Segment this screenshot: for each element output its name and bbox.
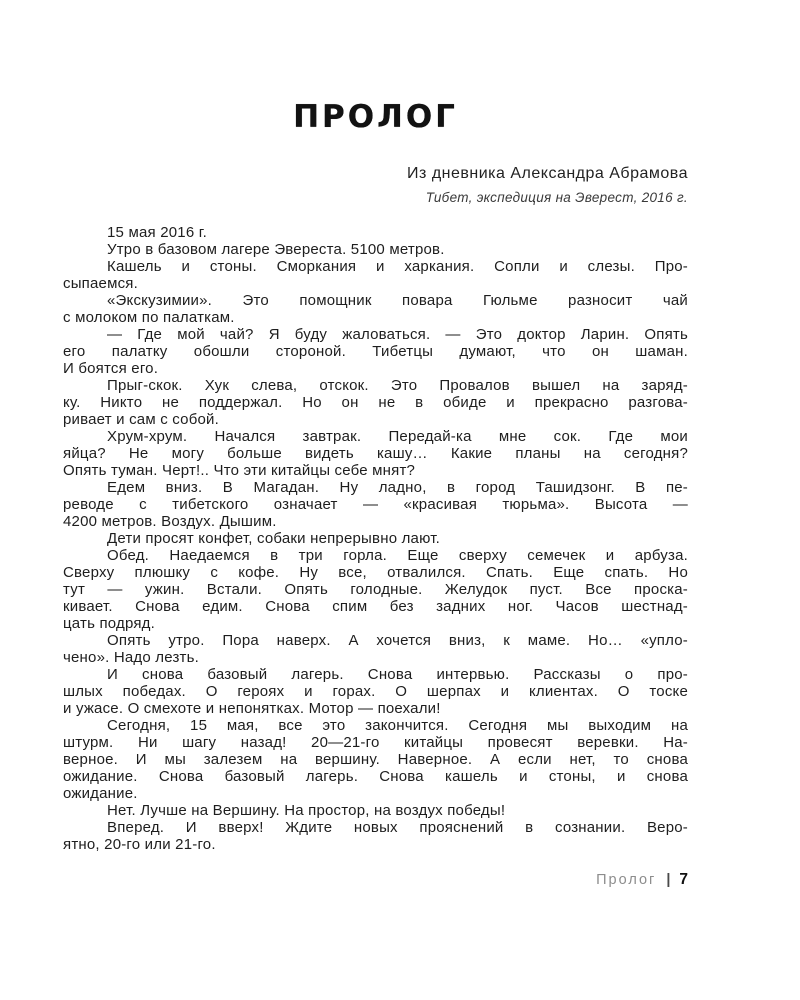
text-line: ку. Никто не поддержал. Но он не в обиде и прекрасно разгова- (63, 394, 688, 411)
paragraph (63, 326, 688, 377)
text-line: с молоком по палаткам. (63, 309, 235, 326)
paragraph (63, 802, 688, 819)
text-line: Обед. Наедаемся в три горла. Еще сверху семечек и арбуза. (107, 547, 688, 564)
footer-page-number: 7 (679, 871, 688, 888)
text-line: Вперед. И вверх! Ждите новых прояснений в сознании. Веро- (107, 819, 688, 836)
text-line: ятно, 20-го или 21-го. (63, 836, 216, 853)
paragraph (63, 530, 688, 547)
paragraph (63, 377, 688, 428)
paragraph (63, 632, 688, 666)
chapter-title: ПРОЛОГ (293, 99, 458, 135)
text-line: ривает и сам с собой. (63, 411, 219, 428)
text-line: И снова базовый лагерь. Снова интервью. Рассказы о про- (107, 666, 688, 683)
paragraph (63, 241, 688, 258)
paragraph (63, 258, 688, 292)
text-line: Сверху плюшку с кофе. Ну все, отвалился. Спать. Еще спать. Но (63, 564, 688, 581)
paragraph (63, 666, 688, 717)
text-line: 15 мая 2016 г. (107, 224, 207, 241)
paragraph (63, 717, 688, 802)
diary-byline: Из дневника Александра Абрамова (407, 165, 688, 182)
paragraph (63, 224, 688, 241)
text-line: шлых победах. О героях и горах. О шерпах и клиентах. О тоске (63, 683, 688, 700)
text-line: ожидание. Снова базовый лагерь. Снова кашель и стоны, и снова (63, 768, 688, 785)
page-footer (63, 871, 688, 889)
paragraph (63, 819, 688, 853)
text-line: тут — ужин. Встали. Опять голодные. Желудок пуст. Все проска- (63, 581, 688, 598)
text-line: Прыг-скок. Хук слева, отскок. Это Провалов вышел на заряд- (107, 377, 688, 394)
text-line: Нет. Лучше на Вершину. На простор, на воздух победы! (107, 802, 506, 819)
text-line: ожидание. (63, 785, 138, 802)
paragraph (63, 428, 688, 479)
text-line: его палатку обошли стороной. Тибетцы думают, что он шаман. (63, 343, 688, 360)
text-line: верное. И мы залезем на вершину. Наверное. А если нет, то снова (63, 751, 688, 768)
text-line: — Где мой чай? Я буду жаловаться. — Это доктор Ларин. Опять (107, 326, 688, 343)
diary-byline-detail: Тибет, экспедиция на Эверест, 2016 г. (425, 190, 688, 205)
text-line: сыпаемся. (63, 275, 138, 292)
text-line: кивает. Снова едим. Снова спим без задних ног. Часов шестнад- (63, 598, 688, 615)
text-line: Дети просят конфет, собаки непрерывно лают. (107, 530, 440, 547)
body-text (63, 224, 688, 853)
text-line: и ужасе. О смехоте и непонятках. Мотор — поехали! (63, 700, 441, 717)
text-line: Опять туман. Черт!.. Что эти китайцы себе мнят? (63, 462, 416, 479)
text-line: чено». Надо лезть. (63, 649, 199, 666)
text-line: яйца? Не могу больше видеть кашу… Какие планы на сегодня? (63, 445, 688, 462)
text-line: И боятся его. (63, 360, 159, 377)
text-line: реводе с тибетского означает — «красивая тюрьма». Высота — (63, 496, 688, 513)
text-line: Хрум-хрум. Начался завтрак. Передай-ка мне сок. Где мои (107, 428, 688, 445)
footer-chapter-name: Пролог (596, 872, 657, 888)
paragraph (63, 292, 688, 326)
text-line: Кашель и стоны. Сморкания и харкания. Сопли и слезы. Про- (107, 258, 688, 275)
text-line: Сегодня, 15 мая, все это закончится. Сегодня мы выходим на (107, 717, 688, 734)
paragraph (63, 479, 688, 530)
text-line: Утро в базовом лагере Эвереста. 5100 метров. (107, 241, 445, 258)
text-line: цать подряд. (63, 615, 155, 632)
text-line: штурм. Ни шагу назад! 20—21-го китайцы провесят веревки. На- (63, 734, 688, 751)
paragraph (63, 547, 688, 632)
text-line: Опять утро. Пора наверх. А хочется вниз, к маме. Но… «упло- (107, 632, 688, 649)
text-line: Едем вниз. В Магадан. Ну ладно, в город Ташидзонг. В пе- (107, 479, 688, 496)
text-line: 4200 метров. Воздух. Дышим. (63, 513, 277, 530)
text-line: «Экскузимии». Это помощник повара Гюльме разносит чай (107, 292, 688, 309)
footer-separator: | (666, 872, 671, 888)
